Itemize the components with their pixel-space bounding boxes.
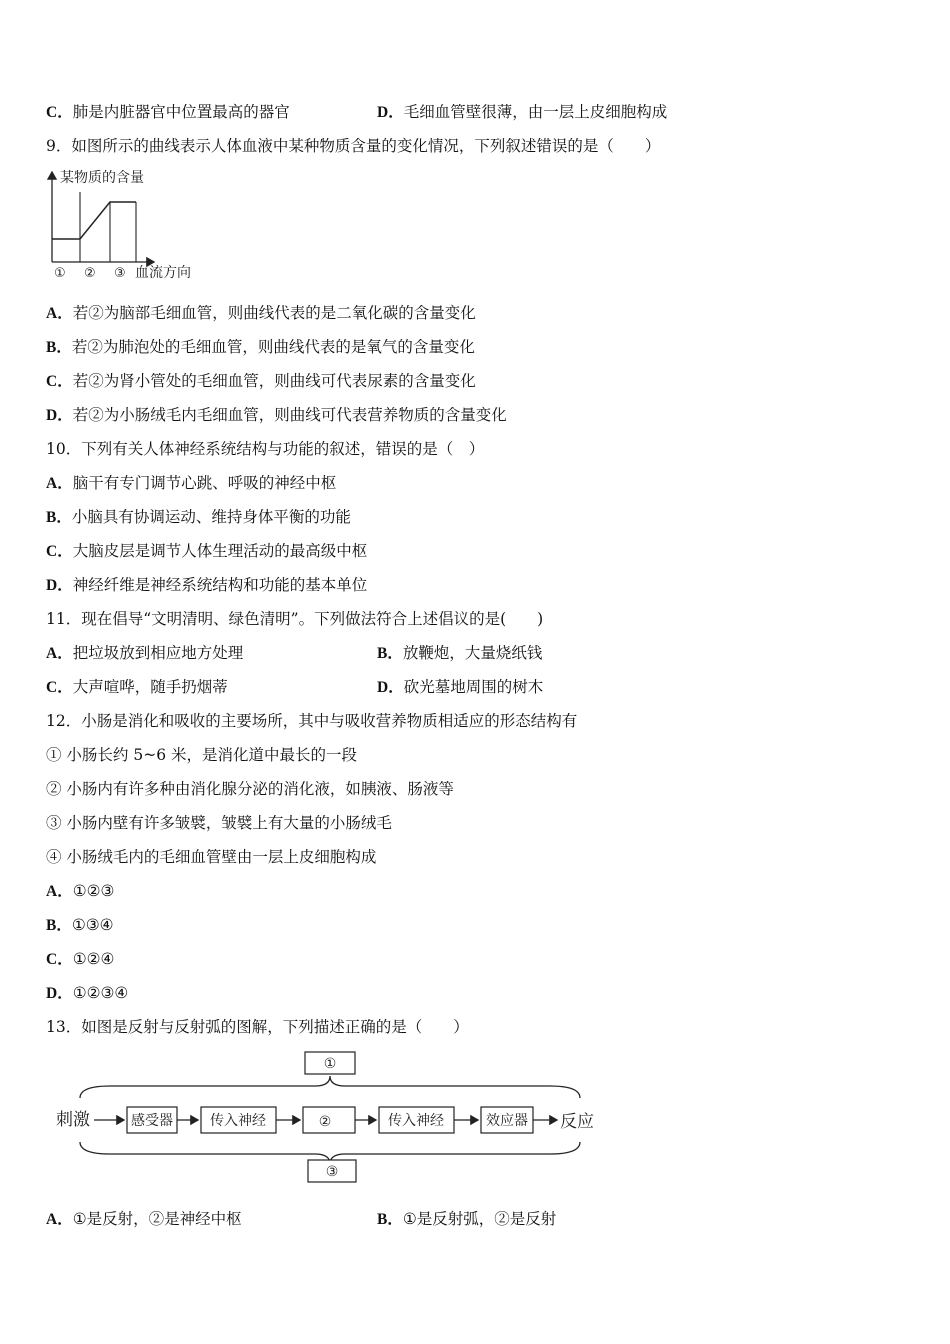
box-center-label: ② xyxy=(318,1114,332,1130)
q9-stem: 9．如图所示的曲线表示人体血液中某种物质含量的变化情况，下列叙述错误的是（ ） xyxy=(46,137,661,155)
option-label: A． xyxy=(46,305,73,322)
option-text: 若②为肾小管处的毛细血管，则曲线可代表尿素的含量变化 xyxy=(72,372,476,390)
q10-option-d xyxy=(46,575,367,596)
q12-item-2: ② 小肠内有许多种由消化腺分泌的消化液，如胰液、肠液等 xyxy=(46,780,454,798)
q10-option-a xyxy=(46,473,336,494)
option-label: B． xyxy=(377,645,403,662)
option-text: 若②为肺泡处的毛细血管，则曲线代表的是氧气的含量变化 xyxy=(71,338,475,356)
option-label: C． xyxy=(46,951,73,968)
box-efferent-label: 传入神经 xyxy=(388,1113,444,1129)
option-label: B． xyxy=(46,509,72,526)
x-tick-3: ③ xyxy=(114,266,126,281)
option-text: 大脑皮层是调节人体生理活动的最高级中枢 xyxy=(72,542,368,560)
q11-stem: 11．现在倡导“文明清明、绿色清明”。下列做法符合上述倡议的是( ) xyxy=(46,610,544,628)
box-top-label: ① xyxy=(323,1056,337,1072)
option-text: 脑干有专门调节心跳、呼吸的神经中枢 xyxy=(72,474,337,492)
option-label: D． xyxy=(46,407,73,424)
y-axis-label: 某物质的含量 xyxy=(60,170,144,186)
q13-reflex-arc-diagram xyxy=(50,1048,610,1188)
option-label: B． xyxy=(377,1211,403,1228)
option-text: 把垃圾放到相应地方处理 xyxy=(72,644,244,662)
q12-item-1: ① 小肠长约 5~6 米，是消化道中最长的一段 xyxy=(46,746,357,764)
q11-option-b xyxy=(377,643,542,664)
content-curve xyxy=(52,202,136,239)
option-text: ①②③④ xyxy=(72,984,129,1002)
stimulus-label: 刺激 xyxy=(56,1110,90,1130)
option-label: C． xyxy=(46,543,73,560)
option-text: ①是反射弧，②是反射 xyxy=(402,1210,557,1228)
option-label: C． xyxy=(46,373,73,390)
x-axis-label: 血流方向 xyxy=(135,265,191,281)
q8-option-c xyxy=(46,102,290,123)
option-text: ①②③ xyxy=(72,882,115,900)
q12-item-3: ③ 小肠内壁有许多皱襞，皱襞上有大量的小肠绒毛 xyxy=(46,814,392,832)
response-label: 反应 xyxy=(560,1112,594,1132)
q9-option-a xyxy=(46,303,476,324)
option-text: 放鞭炮，大量烧纸钱 xyxy=(402,644,543,662)
option-label: D． xyxy=(377,679,404,696)
q11-option-d xyxy=(377,677,543,698)
option-label: C． xyxy=(46,104,73,121)
top-brace xyxy=(80,1076,580,1098)
q13-option-b xyxy=(377,1209,556,1230)
option-text: 肺是内脏器官中位置最高的器官 xyxy=(72,103,290,121)
q9-option-c xyxy=(46,371,476,392)
box-effector-label: 效应器 xyxy=(486,1113,528,1129)
option-text: 大声喧哗，随手扔烟蒂 xyxy=(72,678,228,696)
q10-option-c xyxy=(46,541,367,562)
box-receptor-label: 感受器 xyxy=(131,1113,173,1129)
option-text: 小脑具有协调运动、维持身体平衡的功能 xyxy=(71,508,351,526)
option-text: ①③④ xyxy=(71,916,114,934)
option-text: ①是反射，②是神经中枢 xyxy=(72,1210,242,1228)
q10-option-b xyxy=(46,507,351,528)
q12-option-d xyxy=(46,983,128,1004)
q12-option-a xyxy=(46,881,114,902)
x-tick-1: ① xyxy=(54,266,66,281)
q9-option-b xyxy=(46,337,475,358)
option-label: B． xyxy=(46,917,72,934)
option-text: 毛细血管壁很薄，由一层上皮细胞构成 xyxy=(403,103,668,121)
q13-option-a xyxy=(46,1209,242,1230)
q13-stem: 13．如图是反射与反射弧的图解，下列描述正确的是（ ） xyxy=(46,1018,469,1036)
option-text: 若②为脑部毛细血管，则曲线代表的是二氧化碳的含量变化 xyxy=(72,304,476,322)
q12-option-b xyxy=(46,915,114,936)
option-label: A． xyxy=(46,883,73,900)
box-afferent-label: 传入神经 xyxy=(210,1113,266,1129)
q10-stem: 10．下列有关人体神经系统结构与功能的叙述，错误的是（ ） xyxy=(46,440,485,458)
q9-option-d xyxy=(46,405,507,426)
q8-option-d xyxy=(377,102,667,123)
q9-content-graph xyxy=(44,166,214,284)
q12-stem: 12．小肠是消化和吸收的主要场所，其中与吸收营养物质相适应的形态结构有 xyxy=(46,712,578,730)
box-bottom-label: ③ xyxy=(325,1164,339,1180)
option-label: D． xyxy=(46,985,73,1002)
option-text: 若②为小肠绒毛内毛细血管，则曲线可代表营养物质的含量变化 xyxy=(72,406,507,424)
x-tick-2: ② xyxy=(84,266,96,281)
q11-option-c xyxy=(46,677,228,698)
option-text: ①②④ xyxy=(72,950,115,968)
q12-option-c xyxy=(46,949,114,970)
option-label: B． xyxy=(46,339,72,356)
option-text: 神经纤维是神经系统结构和功能的基本单位 xyxy=(72,576,368,594)
q12-item-4: ④ 小肠绒毛内的毛细血管壁由一层上皮细胞构成 xyxy=(46,848,377,866)
option-label: A． xyxy=(46,1211,73,1228)
option-text: 砍光墓地周围的树木 xyxy=(403,678,544,696)
option-label: D． xyxy=(377,104,404,121)
option-label: A． xyxy=(46,645,73,662)
option-label: A． xyxy=(46,475,73,492)
q11-option-a xyxy=(46,643,243,664)
option-label: D． xyxy=(46,577,73,594)
option-label: C． xyxy=(46,679,73,696)
